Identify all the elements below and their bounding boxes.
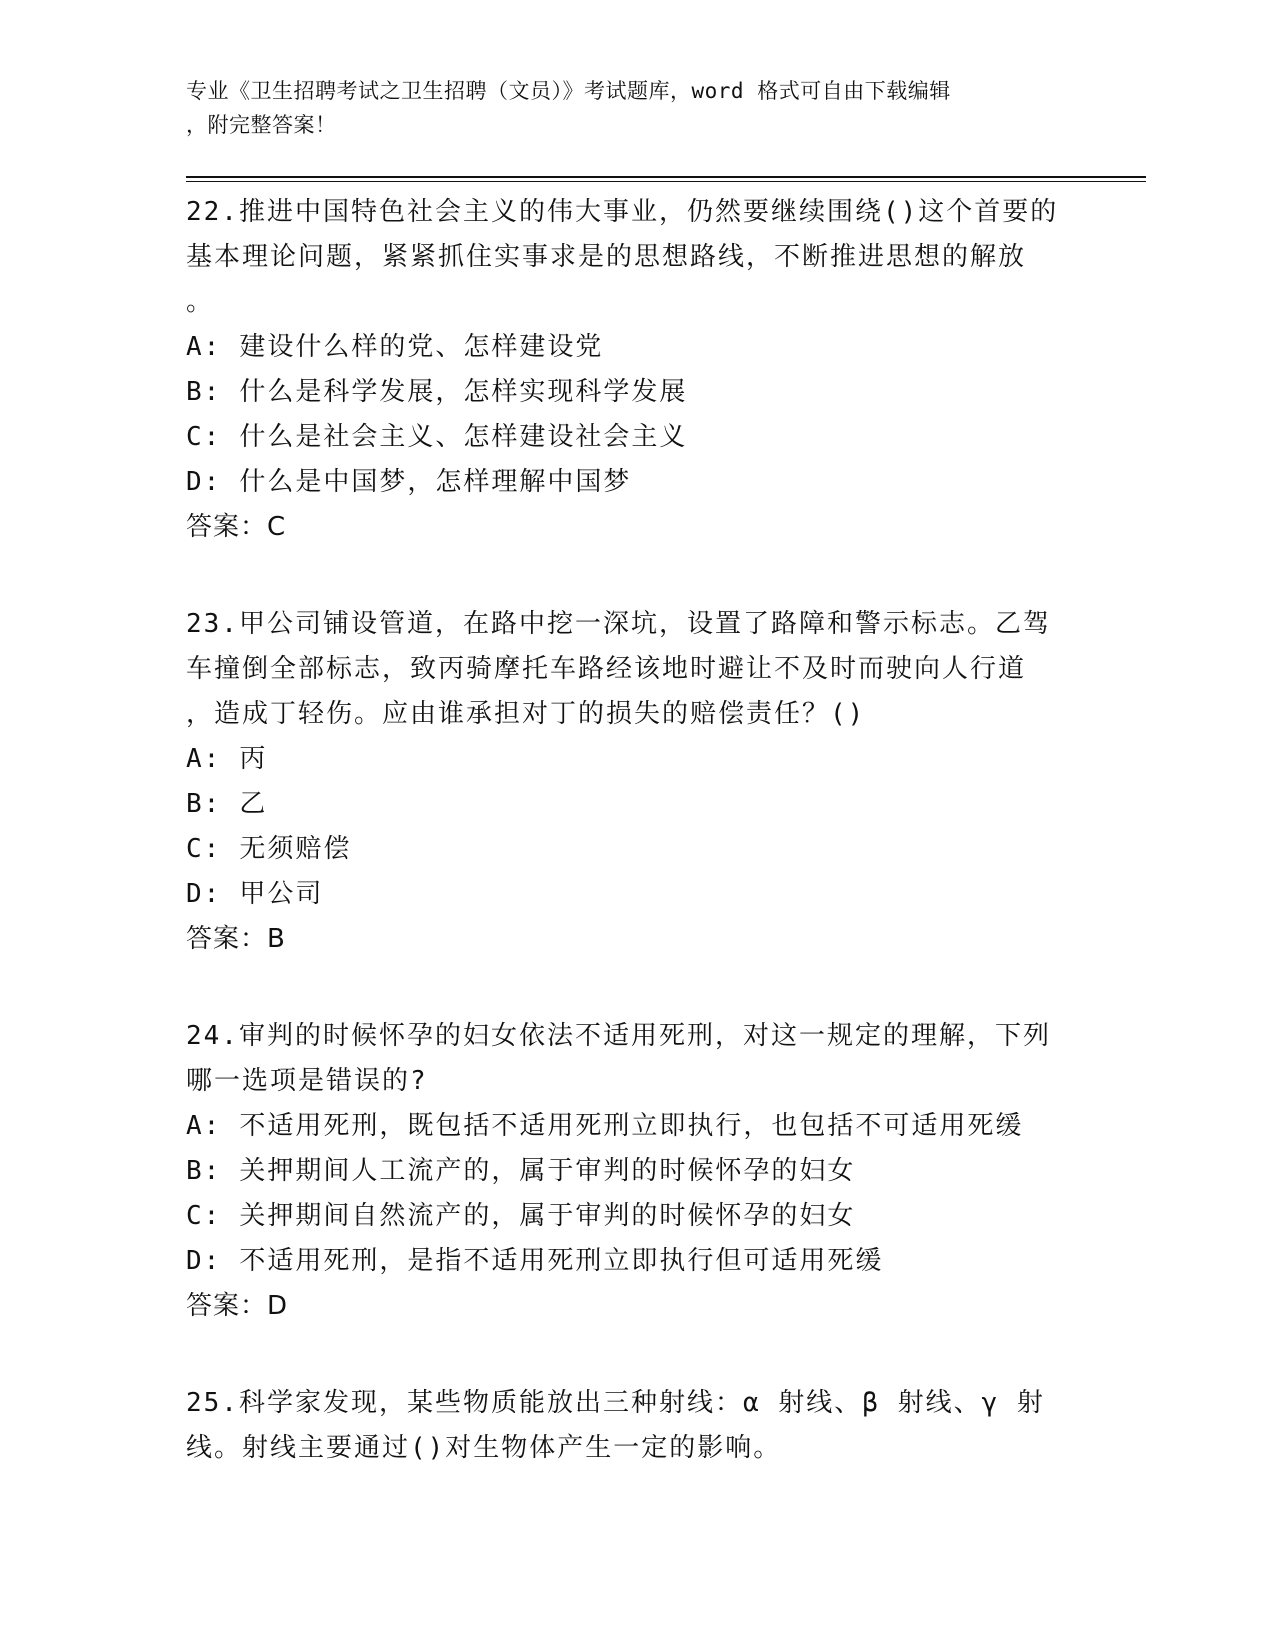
header-divider-thin <box>186 181 1146 182</box>
option-letter: B: <box>186 377 222 407</box>
question-23 <box>186 602 1086 962</box>
option-b <box>186 370 1086 415</box>
header-line-2: ，附完整答案！ <box>186 113 337 137</box>
option-text: 乙 <box>239 789 268 819</box>
option-a <box>186 737 1086 782</box>
question-text-line: 22.推进中国特色社会主义的伟大事业，仍然要继续围绕()这个首要的 <box>186 197 1059 227</box>
option-b <box>186 782 1086 827</box>
option-d <box>186 460 1086 505</box>
option-text: 不适用死刑，既包括不适用死刑立即执行，也包括不可适用死缓 <box>239 1111 1024 1141</box>
option-a <box>186 1104 1086 1149</box>
option-d <box>186 1239 1086 1284</box>
question-text-line: ，造成丁轻伤。应由谁承担对丁的损失的赔偿责任？() <box>186 699 866 729</box>
option-letter: A: <box>186 744 222 774</box>
option-text: 无须赔偿 <box>239 834 352 864</box>
question-25 <box>186 1381 1086 1471</box>
option-letter: A: <box>186 332 222 362</box>
option-letter: B: <box>186 1156 222 1186</box>
question-text-line: 25.科学家发现，某些物质能放出三种射线：α 射线、β 射线、γ 射 <box>186 1388 1045 1418</box>
option-letter: D: <box>186 1246 222 1276</box>
option-letter: D: <box>186 467 222 497</box>
option-text: 建设什么样的党、怎样建设党 <box>239 332 604 362</box>
question-text-line: 24.审判的时候怀孕的妇女依法不适用死刑，对这一规定的理解，下列 <box>186 1021 1051 1051</box>
question-text-line: 。 <box>186 287 215 317</box>
option-d <box>186 872 1086 917</box>
option-letter: C: <box>186 1201 222 1231</box>
option-text: 什么是中国梦，怎样理解中国梦 <box>239 467 632 497</box>
question-text-line: 23.甲公司铺设管道，在路中挖一深坑，设置了路障和警示标志。乙驾 <box>186 609 1051 639</box>
header-divider-thick <box>186 176 1146 178</box>
option-text: 什么是社会主义、怎样建设社会主义 <box>239 422 688 452</box>
question-text-line: 车撞倒全部标志，致丙骑摩托车路经该地时避让不及时而驶向人行道 <box>186 654 1027 684</box>
answer-label: 答案：C <box>186 512 287 542</box>
option-letter: C: <box>186 834 222 864</box>
question-list <box>186 190 1086 1523</box>
option-text: 什么是科学发展，怎样实现科学发展 <box>239 377 688 407</box>
question-text-line: 线。射线主要通过()对生物体产生一定的影响。 <box>186 1433 782 1463</box>
question-22 <box>186 190 1086 550</box>
option-c <box>186 827 1086 872</box>
option-text: 关押期间自然流产的，属于审判的时候怀孕的妇女 <box>239 1201 856 1231</box>
option-letter: B: <box>186 789 222 819</box>
option-c <box>186 415 1086 460</box>
question-text-line: 哪一选项是错误的? <box>186 1066 428 1096</box>
question-text-line: 基本理论问题，紧紧抓住实事求是的思想路线，不断推进思想的解放 <box>186 242 1027 272</box>
document-header <box>186 74 1066 142</box>
option-text: 丙 <box>239 744 268 774</box>
option-letter: D: <box>186 879 222 909</box>
option-text: 关押期间人工流产的，属于审判的时候怀孕的妇女 <box>239 1156 856 1186</box>
option-letter: A: <box>186 1111 222 1141</box>
option-text: 不适用死刑，是指不适用死刑立即执行但可适用死缓 <box>239 1246 884 1276</box>
option-text: 甲公司 <box>239 879 324 909</box>
answer-label: 答案：B <box>186 924 286 954</box>
option-a <box>186 325 1086 370</box>
header-line-1: 专业《卫生招聘考试之卫生招聘（文员）》考试题库，word 格式可自由下载编辑 <box>186 79 951 103</box>
answer-label: 答案：D <box>186 1291 289 1321</box>
option-c <box>186 1194 1086 1239</box>
option-letter: C: <box>186 422 222 452</box>
option-b <box>186 1149 1086 1194</box>
question-24 <box>186 1014 1086 1329</box>
